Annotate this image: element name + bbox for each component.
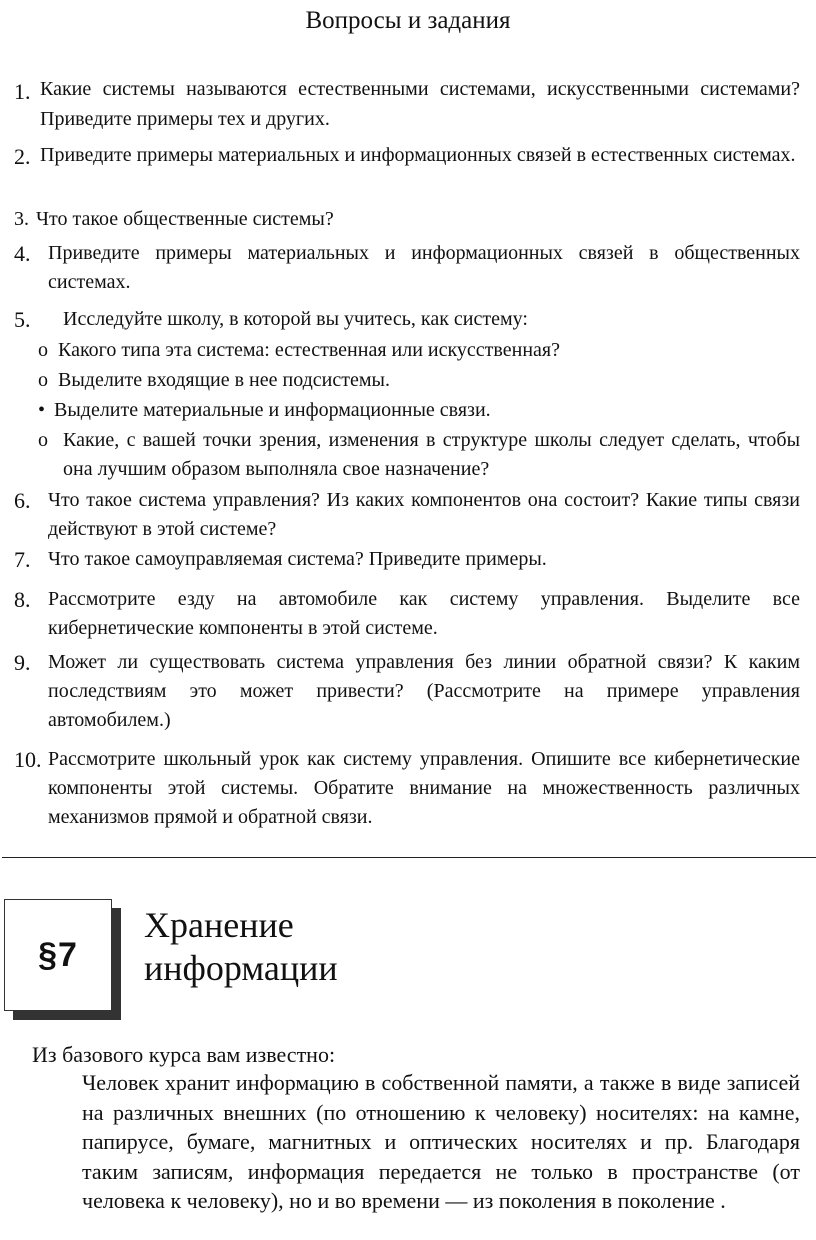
question-item bbox=[14, 74, 800, 134]
section-divider bbox=[2, 857, 816, 858]
question-text: Что такое самоуправляемая система? Приведите примеры. bbox=[48, 548, 547, 570]
question-number: 3. bbox=[14, 208, 29, 230]
question-item bbox=[14, 141, 800, 170]
question-number: 5. bbox=[14, 307, 31, 332]
question-number: 7. bbox=[14, 547, 31, 572]
question-item bbox=[14, 305, 800, 334]
list-marker: o bbox=[38, 339, 48, 361]
question-item bbox=[14, 239, 800, 297]
list-item-text: Выделите материальные и информационные связи. bbox=[54, 399, 491, 421]
question-text: Какие системы называются естественными системами, искусственными системами? Приведите примеры тех и других. bbox=[40, 78, 800, 130]
section-heading-line: информации bbox=[144, 948, 338, 988]
list-marker: • bbox=[38, 399, 46, 421]
intro-text: Из базового курса вам известно: bbox=[32, 1042, 336, 1067]
question-item bbox=[14, 545, 800, 574]
question-text: Может ли существовать система управления без линии обратной связи? К каким последствиям это может привести? (Рассмотрите на примере управления автомобилем.) bbox=[48, 651, 800, 731]
list-marker: o bbox=[38, 429, 48, 451]
question-number: 4. bbox=[14, 241, 31, 266]
list-marker: o bbox=[38, 369, 48, 391]
list-item bbox=[38, 366, 800, 395]
question-text: Приведите примеры материальных и информационных связей в естественных системах. bbox=[40, 144, 796, 166]
question-text: Приведите примеры материальных и информационных связей в общественных системах. bbox=[48, 242, 800, 293]
section-number: §7 bbox=[38, 935, 78, 974]
question-item bbox=[14, 486, 800, 544]
list-item bbox=[38, 336, 800, 365]
question-number: 9. bbox=[14, 650, 31, 675]
question-number: 2. bbox=[14, 144, 31, 169]
list-item bbox=[38, 396, 800, 425]
question-text: Что такое общественные системы? bbox=[36, 208, 334, 230]
question-text: Что такое система управления? Из каких компонентов она состоит? Какие типы связи действуют в этой системе? bbox=[48, 489, 800, 540]
question-text: Рассмотрите школьный урок как систему управления. Опишите все кибернетические компоненты этой системы. Обратите внимание на множественность различных механизмов прямой и обратной связи. bbox=[48, 748, 800, 828]
page-title: Вопросы и задания bbox=[305, 7, 511, 34]
question-item bbox=[14, 585, 800, 643]
quote-paragraph: Человек хранит информацию в собственной памяти, а также в виде записей на различных внешних (по отношению к человеку) носителях: на камне, папирусе, бумаге, магнитных и оптических носителях и пр. Благодаря таким записям, информация передается не только в пространстве (от человека к человеку), но и во времени — из поколения в поколение . bbox=[82, 1070, 800, 1213]
section-heading-line: Хранение bbox=[144, 905, 294, 945]
list-item-text: Выделите входящие в нее подсистемы. bbox=[58, 369, 390, 391]
question-number: 8. bbox=[14, 587, 31, 612]
question-item bbox=[14, 745, 800, 832]
question-number: 1. bbox=[14, 79, 31, 104]
list-item-text: Какого типа эта система: естественная или искусственная? bbox=[58, 339, 560, 361]
list-item bbox=[38, 426, 800, 484]
question-text: Исследуйте школу, в которой вы учитесь, как систему: bbox=[63, 308, 528, 330]
question-item bbox=[14, 648, 800, 735]
section-number-box bbox=[4, 899, 112, 1011]
question-number: 10. bbox=[14, 747, 42, 772]
question-text: Рассмотрите езду на автомобиле как систему управления. Выделите все кибернетические компоненты в этой системе. bbox=[48, 588, 800, 639]
question-number: 6. bbox=[14, 488, 31, 513]
question-item bbox=[14, 205, 800, 234]
list-item-text: Какие, с вашей точки зрения, изменения в структуре школы следует сделать, чтобы она лучшим образом выполняла свое назначение? bbox=[63, 429, 800, 480]
section-heading bbox=[144, 904, 338, 990]
